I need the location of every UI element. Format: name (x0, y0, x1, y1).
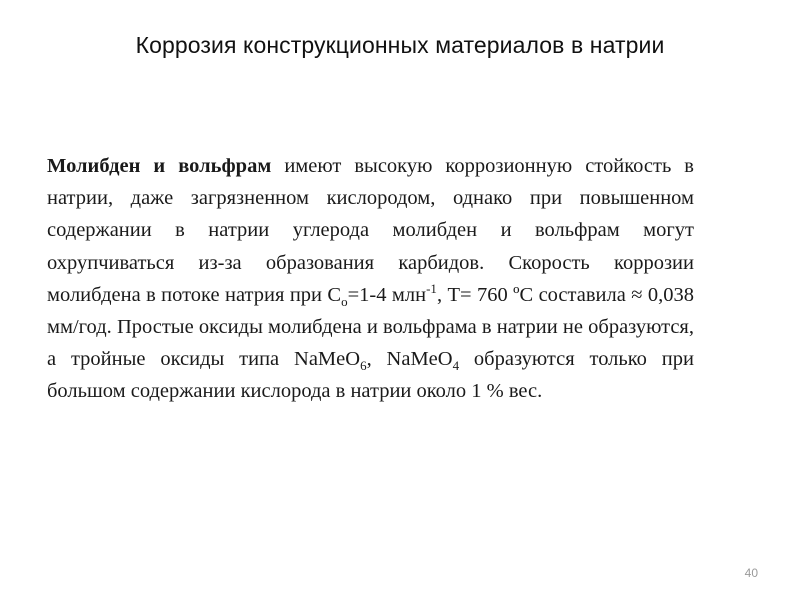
subscript-4: 4 (452, 358, 460, 374)
body-text (47, 150, 694, 408)
superscript-minus-one: -1 (426, 280, 437, 296)
slide-title: Коррозия конструкционных материалов в натрии (135, 32, 665, 58)
body-text-part-4: , NaMeO (366, 348, 453, 371)
body-lead-bold: Молибден и вольфрам (47, 155, 272, 177)
page-number: 40 (744, 566, 758, 580)
body-text-part-3: , Т= 760 ºС составила ≈ 0,038 мм/год. Простые оксиды молибдена и вольфрама в натрии не образуются, а тройные оксиды типа NaMeO (47, 283, 695, 371)
body-text-part-2: =1-4 млн (347, 283, 427, 306)
subscript-6: 6 (360, 358, 367, 374)
body-text-part-1: имеют высокую коррозионную стойкость в натрии, даже загрязненном кислородом, однако при повышенном содержании в натрии углерода молибден и вольфрам могут охрупчиваться из-за образования карбидов. Скорость коррозии молибдена в потоке натрия при С (47, 155, 694, 306)
body-text-part-5: образуются только при большом содержании кислорода в натрии около 1 % вес. (47, 348, 694, 403)
subscript-o: о (341, 293, 348, 309)
